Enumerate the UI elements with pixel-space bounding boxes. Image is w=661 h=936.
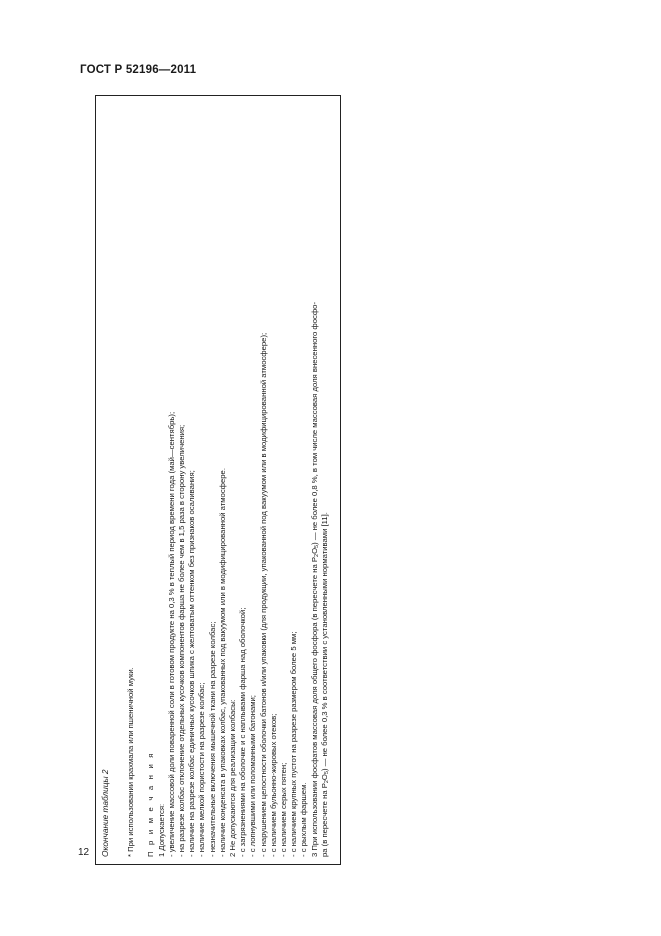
note3-text: ра (в пересчете на P	[319, 783, 329, 857]
note3-line2	[320, 101, 330, 857]
note2-item: - с загрязнениями на оболочке и с наплывами фарша над оболочкой;	[238, 607, 248, 857]
page-number: 12	[78, 847, 90, 858]
footnote: * При использовании крахмала или пшеничной муки.	[126, 667, 136, 857]
note3-text: 3 При использовании фосфатов массовая доля общего фосфора (в пересчете на P	[309, 556, 319, 857]
rotated-table-content	[95, 95, 341, 865]
note3-text: O	[319, 774, 329, 781]
note1-title: 1 Допускается:	[156, 803, 166, 857]
document-header: ГОСТ Р 52196—2011	[80, 64, 197, 76]
note1-item: - на разрезе колбас отклонение отдельных кусочков компонентов фарша не более чем в 1,5 раза в сторону увеличения;	[177, 424, 187, 857]
note2-item: - с наличием бульонно-жировых отеков;	[268, 713, 278, 857]
note3-line1	[310, 101, 320, 857]
note3-text: ) — не более 0,3 % в соответствии с установленными нормативами [11].	[319, 512, 329, 772]
note1-item: - наличие на разрезе колбас единичных кусочков шпика с желтоватым оттенком без признаков осаливания;	[187, 470, 197, 857]
note2-item: - с нарушением целостности оболочки батонов и/или упаковки (для продукции, упакованной под вакуумом или в модифицированной атмосфере);	[258, 332, 268, 857]
subscript: 5	[323, 771, 330, 775]
note1-item: - увеличение массовой доли поваренной соли в готовом продукте на 0,3 % в теплый период времени года (май—сентябрь);	[166, 411, 176, 857]
note2-item: - с рыхлым фаршем.	[299, 782, 309, 857]
notes-heading: П р и м е ч а н и я	[146, 751, 156, 857]
note2-item: - с лопнувшими или поломанными батонами;	[248, 695, 258, 857]
note1-item: - незначительные включения мышечной ткани на разрезе колбас;	[207, 621, 217, 857]
subscript: 5	[313, 544, 320, 548]
subscript: 2	[313, 553, 320, 557]
subscript: 2	[323, 780, 330, 784]
note1-item: - наличие конденсата в упаковках колбас, упакованных под вакуумом или в модифицированной атмосфере.	[217, 468, 227, 857]
note2-title: 2 Не допускаются для реализации колбасы:	[228, 699, 238, 857]
note3-text: O	[309, 547, 319, 554]
note2-item: - с наличием крупных пустот на разрезе размером более 5 мм;	[289, 631, 299, 857]
table-caption: Окончание таблицы 2	[100, 769, 110, 857]
note3-text: ) — не более 0,8 %, в том числе массовая доля внесенного фосфо-	[309, 301, 319, 545]
note1-item: - наличие мелкой пористости на разрезе колбас;	[197, 682, 207, 857]
note2-item: - с наличием серых пятен;	[279, 762, 289, 857]
